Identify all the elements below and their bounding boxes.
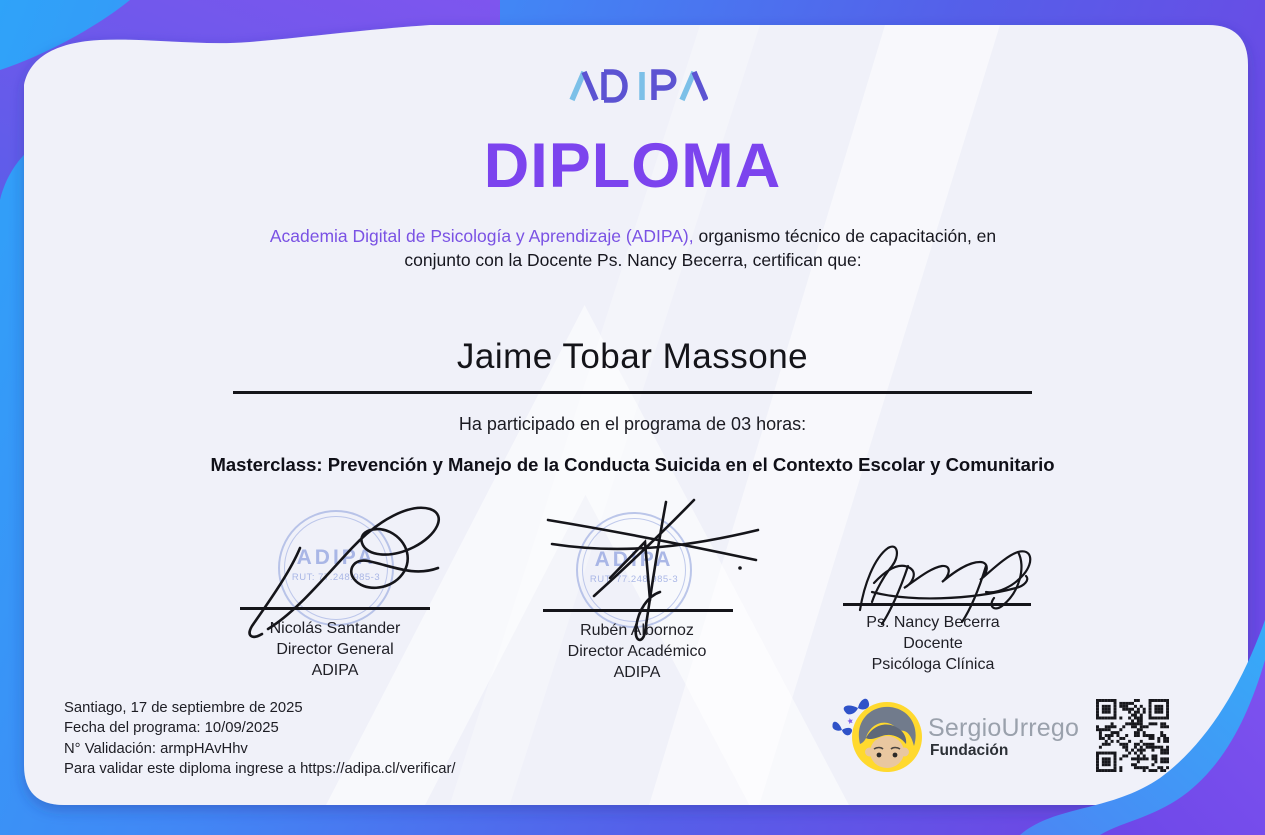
signatory-block	[517, 621, 757, 683]
program-title: Masterclass: Prevención y Manejo de la Conducta Suicida en el Contexto Escolar y Comunitario	[210, 454, 1055, 475]
logo-letter-stroke	[572, 72, 584, 100]
validation-block	[64, 698, 456, 780]
program-date: Fecha del programa: 10/09/2025	[64, 720, 279, 737]
signature-line	[843, 603, 1031, 606]
signature-line	[543, 609, 733, 612]
stamp-label: ADIPA	[594, 548, 674, 571]
signatory-block	[813, 613, 1053, 675]
stamp-rut: RUT: 77.248.985-3	[291, 572, 381, 583]
signatory-role: Docente	[903, 634, 963, 652]
certifying-statement	[252, 224, 1014, 272]
city-date: Santiago, 17 de septiembre de 2025	[64, 700, 303, 716]
signatory-role: Director General	[276, 640, 394, 658]
validation-number: N° Validación: armpHAvHhv	[64, 740, 248, 757]
foundation-subtitle: Fundación	[930, 742, 1009, 759]
qr-code	[1096, 699, 1169, 772]
recipient-name: Jaime Tobar Massone	[456, 337, 809, 376]
signatory-role: Director Académico	[567, 642, 707, 660]
adipa-logo	[558, 62, 708, 108]
academy-name: Academia Digital de Psicología y Aprendizaje (ADIPA),	[269, 226, 694, 246]
verification-link[interactable]: https://adipa.cl/verificar/	[300, 761, 456, 778]
signatory-org: Psicóloga Clínica	[871, 655, 995, 673]
certifying-statement-rest: organismo técnico de capacitación, en conjunto con la Docente Ps. Nancy Becerra, certifican que:	[404, 226, 997, 271]
program-hours-line: Ha participado en el programa de 03 horas:	[458, 414, 807, 434]
validation-prefix: Para validar este diploma ingrese a	[64, 761, 301, 778]
signatory-block	[215, 619, 455, 681]
foundation-avatar	[852, 702, 922, 772]
signatory-org: ADIPA	[613, 663, 661, 681]
signatory-org: ADIPA	[311, 661, 359, 679]
validation-instruction	[64, 759, 456, 779]
signatory-name: Nicolás Santander	[269, 620, 401, 637]
foundation-logo	[834, 694, 1094, 784]
stamp-label: ADIPA	[296, 546, 376, 569]
signatory-name: Ps. Nancy Becerra	[866, 614, 1000, 631]
recipient-underline	[233, 391, 1032, 394]
signature-line	[240, 607, 430, 610]
foundation-name: SergioUrrego	[928, 714, 1080, 742]
diploma-heading: DIPLOMA	[483, 131, 782, 201]
stamp-rut: RUT: 77.248.985-3	[589, 574, 679, 585]
signatory-name: Rubén Albornoz	[580, 622, 694, 639]
